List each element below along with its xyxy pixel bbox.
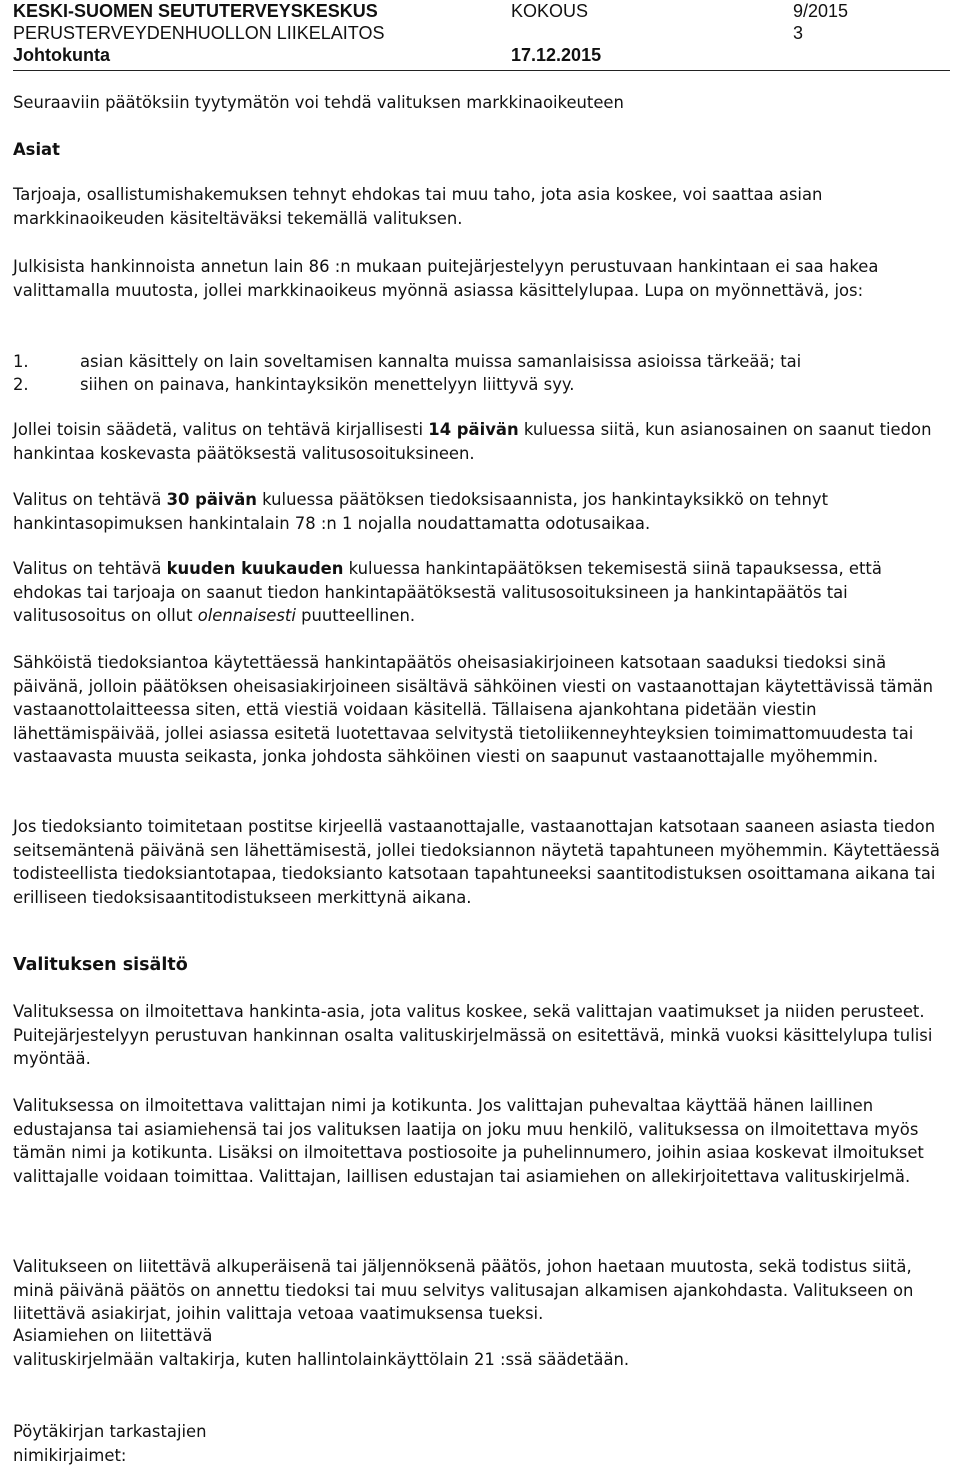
paragraph-6: Sähköistä tiedoksiantoa käytettäessä hankintapäätös oheisasiakirjoineen katsotaan saaduksi tiedoksi sinä päivänä, jolloin päätöksen oheisasiakirjoineen sisältävä sähköinen viesti on vastaanottajan käytettävissä tämän vastaanottolaitteessa siten, että viestiä voidaan käsitellä. Tällaisena ajankohtana pidetään viestin lähettämispäivää, jollei asiassa esitetä luotettavaa selvitystä tietoliikenneyhteyksien toimimattomuudesta tai vastaavasta muusta seikasta, jonka johdosta sähköinen viesti on saapunut vastaanottajalle myöhemmin. bbox=[13, 653, 933, 766]
doc-type: KOKOUS bbox=[511, 1, 589, 21]
paragraph-7: Jos tiedoksianto toimitetaan postitse kirjeellä vastaanottajalle, vastaanottajan katsotaan saaneen asiasta tiedon seitsemäntenä päivänä sen lähettämisestä, jollei tiedoksiannon näytetä tapahtuneen myöhemmin. Käytettäessä todisteellista tiedoksiantotapaa, tiedoksianto katsotaan tapahtuneeksi saantitodistuksen osoittamana aikana tai erilliseen tiedoksisaantitodistukseen merkittynä aikana. bbox=[13, 817, 940, 907]
paragraph-4: Valitus on tehtävä 30 päivän kuluessa päätöksen tiedoksisaannista, jos hankintayksikkö on tehnyt hankintasopimuksen hankintalain 78 :n 1 nojalla noudattamatta odotusaikaa. bbox=[13, 490, 829, 533]
list-item-number: 1. bbox=[13, 352, 29, 371]
list-item-text: siihen on painava, hankintayksikön menettelyyn liittyvä syy. bbox=[80, 375, 575, 394]
sisalto-heading: Valituksen sisältö bbox=[13, 955, 188, 975]
paragraph-5: Valitus on tehtävä kuuden kuukauden kuluessa hankintapäätöksen tekemisestä siinä tapauksessa, että ehdokas tai tarjoaja on saanut tiedon hankintapäätöksestä valitusosoituksineen ja hankintapäätös tai valitusosoitus on ollut olennaisesti puutteellinen. bbox=[13, 559, 882, 625]
asiat-heading: Asiat bbox=[13, 140, 60, 159]
meeting-number: 9/2015 bbox=[793, 1, 849, 21]
paragraph-9: Valituksessa on ilmoitettava valittajan nimi ja kotikunta. Jos valittajan puhevaltaa käyttää hänen laillinen edustajansa tai asiamiehensä tai jos valituksen laatija on joku muu henkilö, valituksessa on ilmoitettava myös tämän nimi ja kotikunta. Lisäksi on ilmoitettava postiosoite ja puhelinnumero, joihin asiaa koskevat ilmoitukset valittajalle voidaan toimittaa. Valittajan, laillisen edustajan tai asiamiehen on allekirjoitettava valituskirjelmä. bbox=[13, 1096, 924, 1186]
intro-line: Seuraaviin päätöksiin tyytymätön voi tehdä valituksen markkinaoikeuteen bbox=[13, 93, 624, 112]
document-header bbox=[13, 0, 950, 71]
page-number: 3 bbox=[793, 23, 804, 43]
meeting-date: 17.12.2015 bbox=[511, 45, 602, 65]
body-name: Johtokunta bbox=[13, 45, 110, 65]
paragraph-3: Jollei toisin säädetä, valitus on tehtävä kirjallisesti 14 päivän kuluessa siitä, kun asianosainen on saanut tiedon hankintaa koskevasta päätöksestä valitusosoituksineen. bbox=[13, 420, 932, 463]
paragraph-10: Valitukseen on liitettävä alkuperäisenä tai jäljennöksenä päätös, johon haetaan muutosta, sekä todistus siitä, minä päivänä päätös on annettu tiedoksi tai muu selvitys valitusajan alkamisen ajankohdasta. Valitukseen on liitettävä asiakirjat, joihin valittaja vetoaa vaatimuksensa tueksi. bbox=[13, 1257, 914, 1323]
footer-label-1: Pöytäkirjan tarkastajien bbox=[13, 1422, 207, 1441]
paragraph-1: Tarjoaja, osallistumishakemuksen tehnyt ehdokas tai muu taho, jota asia koskee, voi saattaa asian markkinaoikeuden käsiteltäväksi tekemällä valituksen. bbox=[13, 185, 823, 228]
valtakirja-line: valituskirjelmään valtakirja, kuten hallintolainkäyttölain 21 :ssä säädetään. bbox=[13, 1350, 630, 1369]
asiamies-line: Asiamiehen on liitettävä bbox=[13, 1326, 213, 1345]
list-item-number: 2. bbox=[13, 375, 29, 394]
org-name: KESKI-SUOMEN SEUTUTERVEYSKESKUS bbox=[13, 1, 378, 21]
list-item-text: asian käsittely on lain soveltamisen kannalta muissa samanlaisissa asioissa tärkeää; tai bbox=[80, 352, 802, 371]
paragraph-2: Julkisista hankinnoista annetun lain 86 :n mukaan puitejärjestelyyn perustuvaan hankintaan ei saa hakea valittamalla muutosta, jollei markkinaoikeus myönnä asiassa käsittelylupaa. Lupa on myönnettävä, jos: bbox=[13, 257, 879, 300]
unit-name: PERUSTERVEYDENHUOLLON LIIKELAITOS bbox=[13, 23, 385, 43]
paragraph-8: Valituksessa on ilmoitettava hankinta-asia, jota valitus koskee, sekä valittajan vaatimukset ja niiden perusteet. Puitejärjestelyyn perustuvan hankinnan osalta valituskirjelmässä on esitettävä, minkä vuoksi käsittelylupa tulisi myöntää. bbox=[13, 1002, 933, 1068]
footer-label-2: nimikirjaimet: bbox=[13, 1446, 127, 1465]
